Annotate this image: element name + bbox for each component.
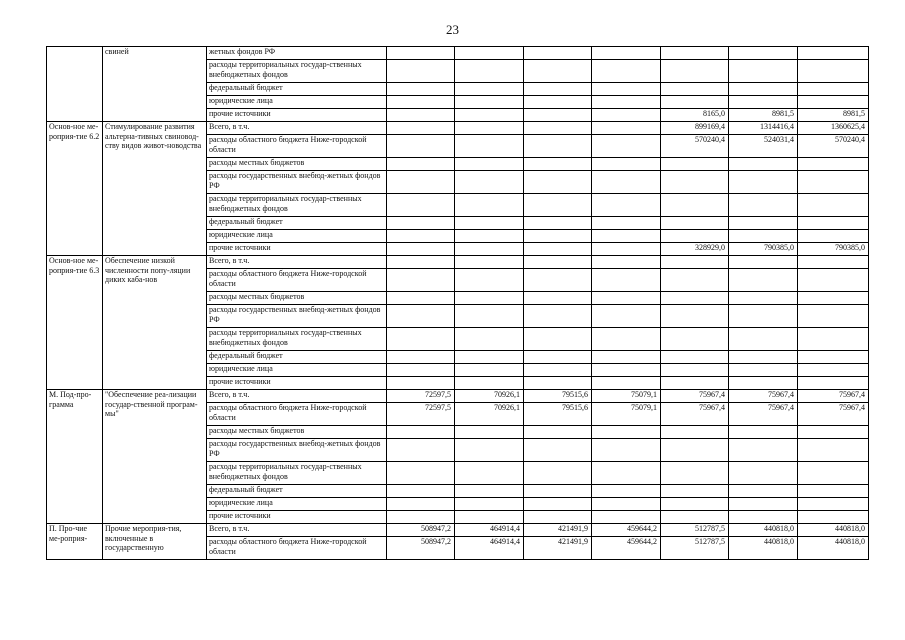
amount-cell: [798, 511, 869, 524]
amount-cell: [524, 171, 592, 194]
funding-source-cell: расходы территориальных государ-ственных внебюджетных фондов: [207, 328, 387, 351]
amount-cell: [524, 305, 592, 328]
amount-cell: [455, 109, 524, 122]
amount-cell: [524, 47, 592, 60]
amount-cell: [661, 511, 729, 524]
measure-code-cell: П. Про-чие ме-роприя-: [47, 524, 103, 560]
funding-source-cell: юридические лица: [207, 230, 387, 243]
amount-cell: [387, 83, 455, 96]
funding-source-cell: расходы областного бюджета Ниже-городской области: [207, 269, 387, 292]
amount-cell: [729, 485, 798, 498]
page-number: 23: [446, 22, 459, 37]
funding-source-cell: расходы территориальных государ-ственных внебюджетных фондов: [207, 60, 387, 83]
amount-cell: [661, 158, 729, 171]
amount-cell: [798, 364, 869, 377]
measure-name-cell: "Обеспечение реа-лизации государ-ственной програм-мы": [103, 390, 207, 524]
amount-cell: 75967,4: [798, 390, 869, 403]
amount-cell: 79515,6: [524, 403, 592, 426]
amount-cell: [592, 269, 661, 292]
funding-source-cell: прочие источники: [207, 109, 387, 122]
table-row: [47, 47, 869, 60]
amount-cell: [661, 485, 729, 498]
amount-cell: [661, 230, 729, 243]
amount-cell: [387, 462, 455, 485]
funding-source-cell: расходы местных бюджетов: [207, 426, 387, 439]
amount-cell: 8981,5: [729, 109, 798, 122]
amount-cell: [524, 256, 592, 269]
amount-cell: [387, 47, 455, 60]
amount-cell: [455, 122, 524, 135]
funding-source-cell: расходы территориальных государ-ственных внебюджетных фондов: [207, 462, 387, 485]
amount-cell: [455, 83, 524, 96]
amount-cell: [661, 351, 729, 364]
amount-cell: [455, 47, 524, 60]
amount-cell: [387, 194, 455, 217]
amount-cell: [455, 485, 524, 498]
amount-cell: [798, 269, 869, 292]
measure-code-cell: [47, 47, 103, 122]
amount-cell: [729, 364, 798, 377]
measure-code-cell: Основ-ное ме-роприя-тие 6.2: [47, 122, 103, 256]
amount-cell: [387, 243, 455, 256]
amount-cell: 459644,2: [592, 524, 661, 537]
amount-cell: [729, 47, 798, 60]
amount-cell: [455, 256, 524, 269]
amount-cell: 421491,9: [524, 537, 592, 560]
amount-cell: [524, 96, 592, 109]
amount-cell: 79515,6: [524, 390, 592, 403]
amount-cell: 464914,4: [455, 524, 524, 537]
amount-cell: [661, 426, 729, 439]
amount-cell: [387, 230, 455, 243]
amount-cell: [524, 511, 592, 524]
amount-cell: [798, 498, 869, 511]
amount-cell: [798, 305, 869, 328]
amount-cell: [661, 217, 729, 230]
amount-cell: 70926,1: [455, 403, 524, 426]
amount-cell: [798, 292, 869, 305]
funding-source-cell: прочие источники: [207, 243, 387, 256]
amount-cell: [387, 377, 455, 390]
amount-cell: [387, 60, 455, 83]
amount-cell: [661, 439, 729, 462]
amount-cell: [729, 269, 798, 292]
amount-cell: [387, 364, 455, 377]
table-body: [47, 47, 869, 560]
funding-source-cell: юридические лица: [207, 364, 387, 377]
amount-cell: [387, 426, 455, 439]
amount-cell: 570240,4: [661, 135, 729, 158]
funding-source-cell: юридические лица: [207, 96, 387, 109]
amount-cell: [729, 462, 798, 485]
amount-cell: [798, 426, 869, 439]
amount-cell: [798, 83, 869, 96]
measure-name-cell: Обеспечение низкой численности попу-ляции диких каба-нов: [103, 256, 207, 390]
amount-cell: 75079,1: [592, 390, 661, 403]
funding-source-cell: жетных фондов РФ: [207, 47, 387, 60]
amount-cell: 464914,4: [455, 537, 524, 560]
amount-cell: [592, 194, 661, 217]
amount-cell: [592, 217, 661, 230]
amount-cell: [524, 498, 592, 511]
amount-cell: [387, 439, 455, 462]
amount-cell: [524, 243, 592, 256]
amount-cell: [661, 305, 729, 328]
funding-source-cell: расходы областного бюджета Ниже-городской области: [207, 403, 387, 426]
amount-cell: 790385,0: [729, 243, 798, 256]
amount-cell: 512787,5: [661, 524, 729, 537]
amount-cell: [524, 462, 592, 485]
amount-cell: [387, 498, 455, 511]
amount-cell: [729, 171, 798, 194]
amount-cell: [729, 83, 798, 96]
amount-cell: [387, 351, 455, 364]
amount-cell: [387, 135, 455, 158]
amount-cell: [524, 194, 592, 217]
amount-cell: [524, 158, 592, 171]
amount-cell: [729, 256, 798, 269]
amount-cell: 440818,0: [798, 537, 869, 560]
amount-cell: [387, 158, 455, 171]
amount-cell: [524, 292, 592, 305]
amount-cell: [592, 305, 661, 328]
amount-cell: [729, 230, 798, 243]
amount-cell: [661, 292, 729, 305]
amount-cell: [661, 47, 729, 60]
amount-cell: [455, 305, 524, 328]
amount-cell: [387, 171, 455, 194]
funding-source-cell: федеральный бюджет: [207, 485, 387, 498]
amount-cell: [592, 96, 661, 109]
amount-cell: [798, 230, 869, 243]
amount-cell: [729, 292, 798, 305]
funding-source-cell: прочие источники: [207, 511, 387, 524]
funding-source-cell: прочие источники: [207, 377, 387, 390]
amount-cell: [729, 498, 798, 511]
amount-cell: [387, 122, 455, 135]
table-row: [47, 390, 869, 403]
amount-cell: [661, 83, 729, 96]
amount-cell: [387, 305, 455, 328]
amount-cell: [524, 351, 592, 364]
amount-cell: 899169,4: [661, 122, 729, 135]
amount-cell: [524, 60, 592, 83]
amount-cell: [592, 364, 661, 377]
amount-cell: [524, 230, 592, 243]
amount-cell: [455, 135, 524, 158]
amount-cell: [798, 47, 869, 60]
amount-cell: [524, 328, 592, 351]
amount-cell: [592, 351, 661, 364]
funding-source-cell: юридические лица: [207, 498, 387, 511]
amount-cell: [524, 217, 592, 230]
funding-source-cell: Всего, в т.ч.: [207, 256, 387, 269]
amount-cell: [387, 96, 455, 109]
amount-cell: [524, 83, 592, 96]
amount-cell: [798, 194, 869, 217]
amount-cell: [592, 498, 661, 511]
amount-cell: [524, 485, 592, 498]
amount-cell: 508947,2: [387, 524, 455, 537]
amount-cell: 72597,5: [387, 403, 455, 426]
amount-cell: 8165,0: [661, 109, 729, 122]
amount-cell: [455, 511, 524, 524]
measure-name-cell: Прочие мероприя-тия, включенные в государственную: [103, 524, 207, 560]
amount-cell: [592, 426, 661, 439]
amount-cell: [798, 485, 869, 498]
amount-cell: [387, 485, 455, 498]
amount-cell: 75079,1: [592, 403, 661, 426]
amount-cell: [661, 171, 729, 194]
funding-source-cell: Всего, в т.ч.: [207, 524, 387, 537]
amount-cell: [592, 171, 661, 194]
amount-cell: [729, 351, 798, 364]
amount-cell: [524, 122, 592, 135]
amount-cell: [455, 351, 524, 364]
table-row: [47, 122, 869, 135]
amount-cell: [661, 328, 729, 351]
amount-cell: [661, 269, 729, 292]
measure-name-cell: Стимулирование развития альтерна-тивных свиновод-ству видов живот-новодства: [103, 122, 207, 256]
amount-cell: [592, 292, 661, 305]
amount-cell: [592, 135, 661, 158]
amount-cell: [729, 439, 798, 462]
amount-cell: [455, 269, 524, 292]
measure-code-cell: М. Под-про-грамма: [47, 390, 103, 524]
amount-cell: [798, 217, 869, 230]
amount-cell: [387, 256, 455, 269]
amount-cell: [455, 498, 524, 511]
amount-cell: [455, 328, 524, 351]
amount-cell: [524, 135, 592, 158]
amount-cell: 1314416,4: [729, 122, 798, 135]
amount-cell: [798, 256, 869, 269]
amount-cell: [592, 122, 661, 135]
amount-cell: [661, 60, 729, 83]
amount-cell: 570240,4: [798, 135, 869, 158]
funding-source-cell: расходы государственных внебюд-жетных фондов РФ: [207, 171, 387, 194]
amount-cell: [798, 158, 869, 171]
amount-cell: [524, 426, 592, 439]
amount-cell: 421491,9: [524, 524, 592, 537]
amount-cell: [387, 292, 455, 305]
amount-cell: [729, 60, 798, 83]
amount-cell: [455, 243, 524, 256]
amount-cell: [592, 462, 661, 485]
amount-cell: [524, 364, 592, 377]
amount-cell: [592, 60, 661, 83]
amount-cell: [592, 256, 661, 269]
funding-source-cell: федеральный бюджет: [207, 351, 387, 364]
amount-cell: 524031,4: [729, 135, 798, 158]
amount-cell: [592, 485, 661, 498]
amount-cell: [798, 328, 869, 351]
amount-cell: [387, 328, 455, 351]
table-row: [47, 524, 869, 537]
amount-cell: [455, 60, 524, 83]
amount-cell: [661, 498, 729, 511]
amount-cell: [592, 377, 661, 390]
amount-cell: [592, 439, 661, 462]
amount-cell: [661, 256, 729, 269]
amount-cell: [455, 292, 524, 305]
amount-cell: [729, 217, 798, 230]
funding-source-cell: расходы государственных внебюд-жетных фондов РФ: [207, 439, 387, 462]
funding-source-cell: Всего, в т.ч.: [207, 390, 387, 403]
amount-cell: [524, 109, 592, 122]
funding-source-cell: расходы областного бюджета Ниже-городской области: [207, 537, 387, 560]
table-row: [47, 256, 869, 269]
budget-table: [46, 46, 869, 560]
amount-cell: [798, 60, 869, 83]
amount-cell: [455, 217, 524, 230]
amount-cell: 8981,5: [798, 109, 869, 122]
amount-cell: [798, 171, 869, 194]
funding-source-cell: Всего, в т.ч.: [207, 122, 387, 135]
amount-cell: [455, 426, 524, 439]
amount-cell: [798, 377, 869, 390]
amount-cell: [798, 351, 869, 364]
amount-cell: [798, 96, 869, 109]
amount-cell: [455, 171, 524, 194]
amount-cell: [729, 377, 798, 390]
amount-cell: 328929,0: [661, 243, 729, 256]
funding-source-cell: расходы местных бюджетов: [207, 158, 387, 171]
amount-cell: [524, 269, 592, 292]
amount-cell: [661, 364, 729, 377]
amount-cell: [729, 96, 798, 109]
amount-cell: [798, 462, 869, 485]
amount-cell: [455, 364, 524, 377]
amount-cell: 459644,2: [592, 537, 661, 560]
amount-cell: [387, 217, 455, 230]
amount-cell: [592, 83, 661, 96]
amount-cell: [387, 269, 455, 292]
amount-cell: 75967,4: [798, 403, 869, 426]
amount-cell: [592, 47, 661, 60]
amount-cell: [455, 462, 524, 485]
amount-cell: 70926,1: [455, 390, 524, 403]
amount-cell: [592, 511, 661, 524]
funding-source-cell: расходы территориальных государ-ственных внебюджетных фондов: [207, 194, 387, 217]
amount-cell: [729, 328, 798, 351]
amount-cell: [455, 439, 524, 462]
amount-cell: [661, 377, 729, 390]
amount-cell: 512787,5: [661, 537, 729, 560]
amount-cell: [798, 439, 869, 462]
amount-cell: [524, 439, 592, 462]
amount-cell: 440818,0: [729, 524, 798, 537]
amount-cell: [524, 377, 592, 390]
amount-cell: [661, 96, 729, 109]
amount-cell: 508947,2: [387, 537, 455, 560]
amount-cell: 75967,4: [661, 403, 729, 426]
amount-cell: 75967,4: [661, 390, 729, 403]
funding-source-cell: расходы областного бюджета Ниже-городской области: [207, 135, 387, 158]
amount-cell: [592, 109, 661, 122]
amount-cell: [729, 194, 798, 217]
amount-cell: [592, 158, 661, 171]
measure-name-cell: свиней: [103, 47, 207, 122]
amount-cell: 1360625,4: [798, 122, 869, 135]
funding-source-cell: расходы государственных внебюд-жетных фондов РФ: [207, 305, 387, 328]
amount-cell: 72597,5: [387, 390, 455, 403]
amount-cell: 440818,0: [729, 537, 798, 560]
amount-cell: 790385,0: [798, 243, 869, 256]
amount-cell: [729, 305, 798, 328]
funding-source-cell: федеральный бюджет: [207, 217, 387, 230]
amount-cell: [592, 328, 661, 351]
amount-cell: [592, 230, 661, 243]
amount-cell: 75967,4: [729, 403, 798, 426]
amount-cell: [455, 194, 524, 217]
amount-cell: [729, 511, 798, 524]
amount-cell: 75967,4: [729, 390, 798, 403]
amount-cell: [729, 158, 798, 171]
amount-cell: [592, 243, 661, 256]
amount-cell: [387, 511, 455, 524]
amount-cell: [729, 426, 798, 439]
funding-source-cell: федеральный бюджет: [207, 83, 387, 96]
amount-cell: [661, 194, 729, 217]
amount-cell: 440818,0: [798, 524, 869, 537]
amount-cell: [387, 109, 455, 122]
amount-cell: [455, 158, 524, 171]
amount-cell: [661, 462, 729, 485]
funding-source-cell: расходы местных бюджетов: [207, 292, 387, 305]
measure-code-cell: Основ-ное ме-роприя-тие 6.3: [47, 256, 103, 390]
amount-cell: [455, 230, 524, 243]
amount-cell: [455, 96, 524, 109]
amount-cell: [455, 377, 524, 390]
